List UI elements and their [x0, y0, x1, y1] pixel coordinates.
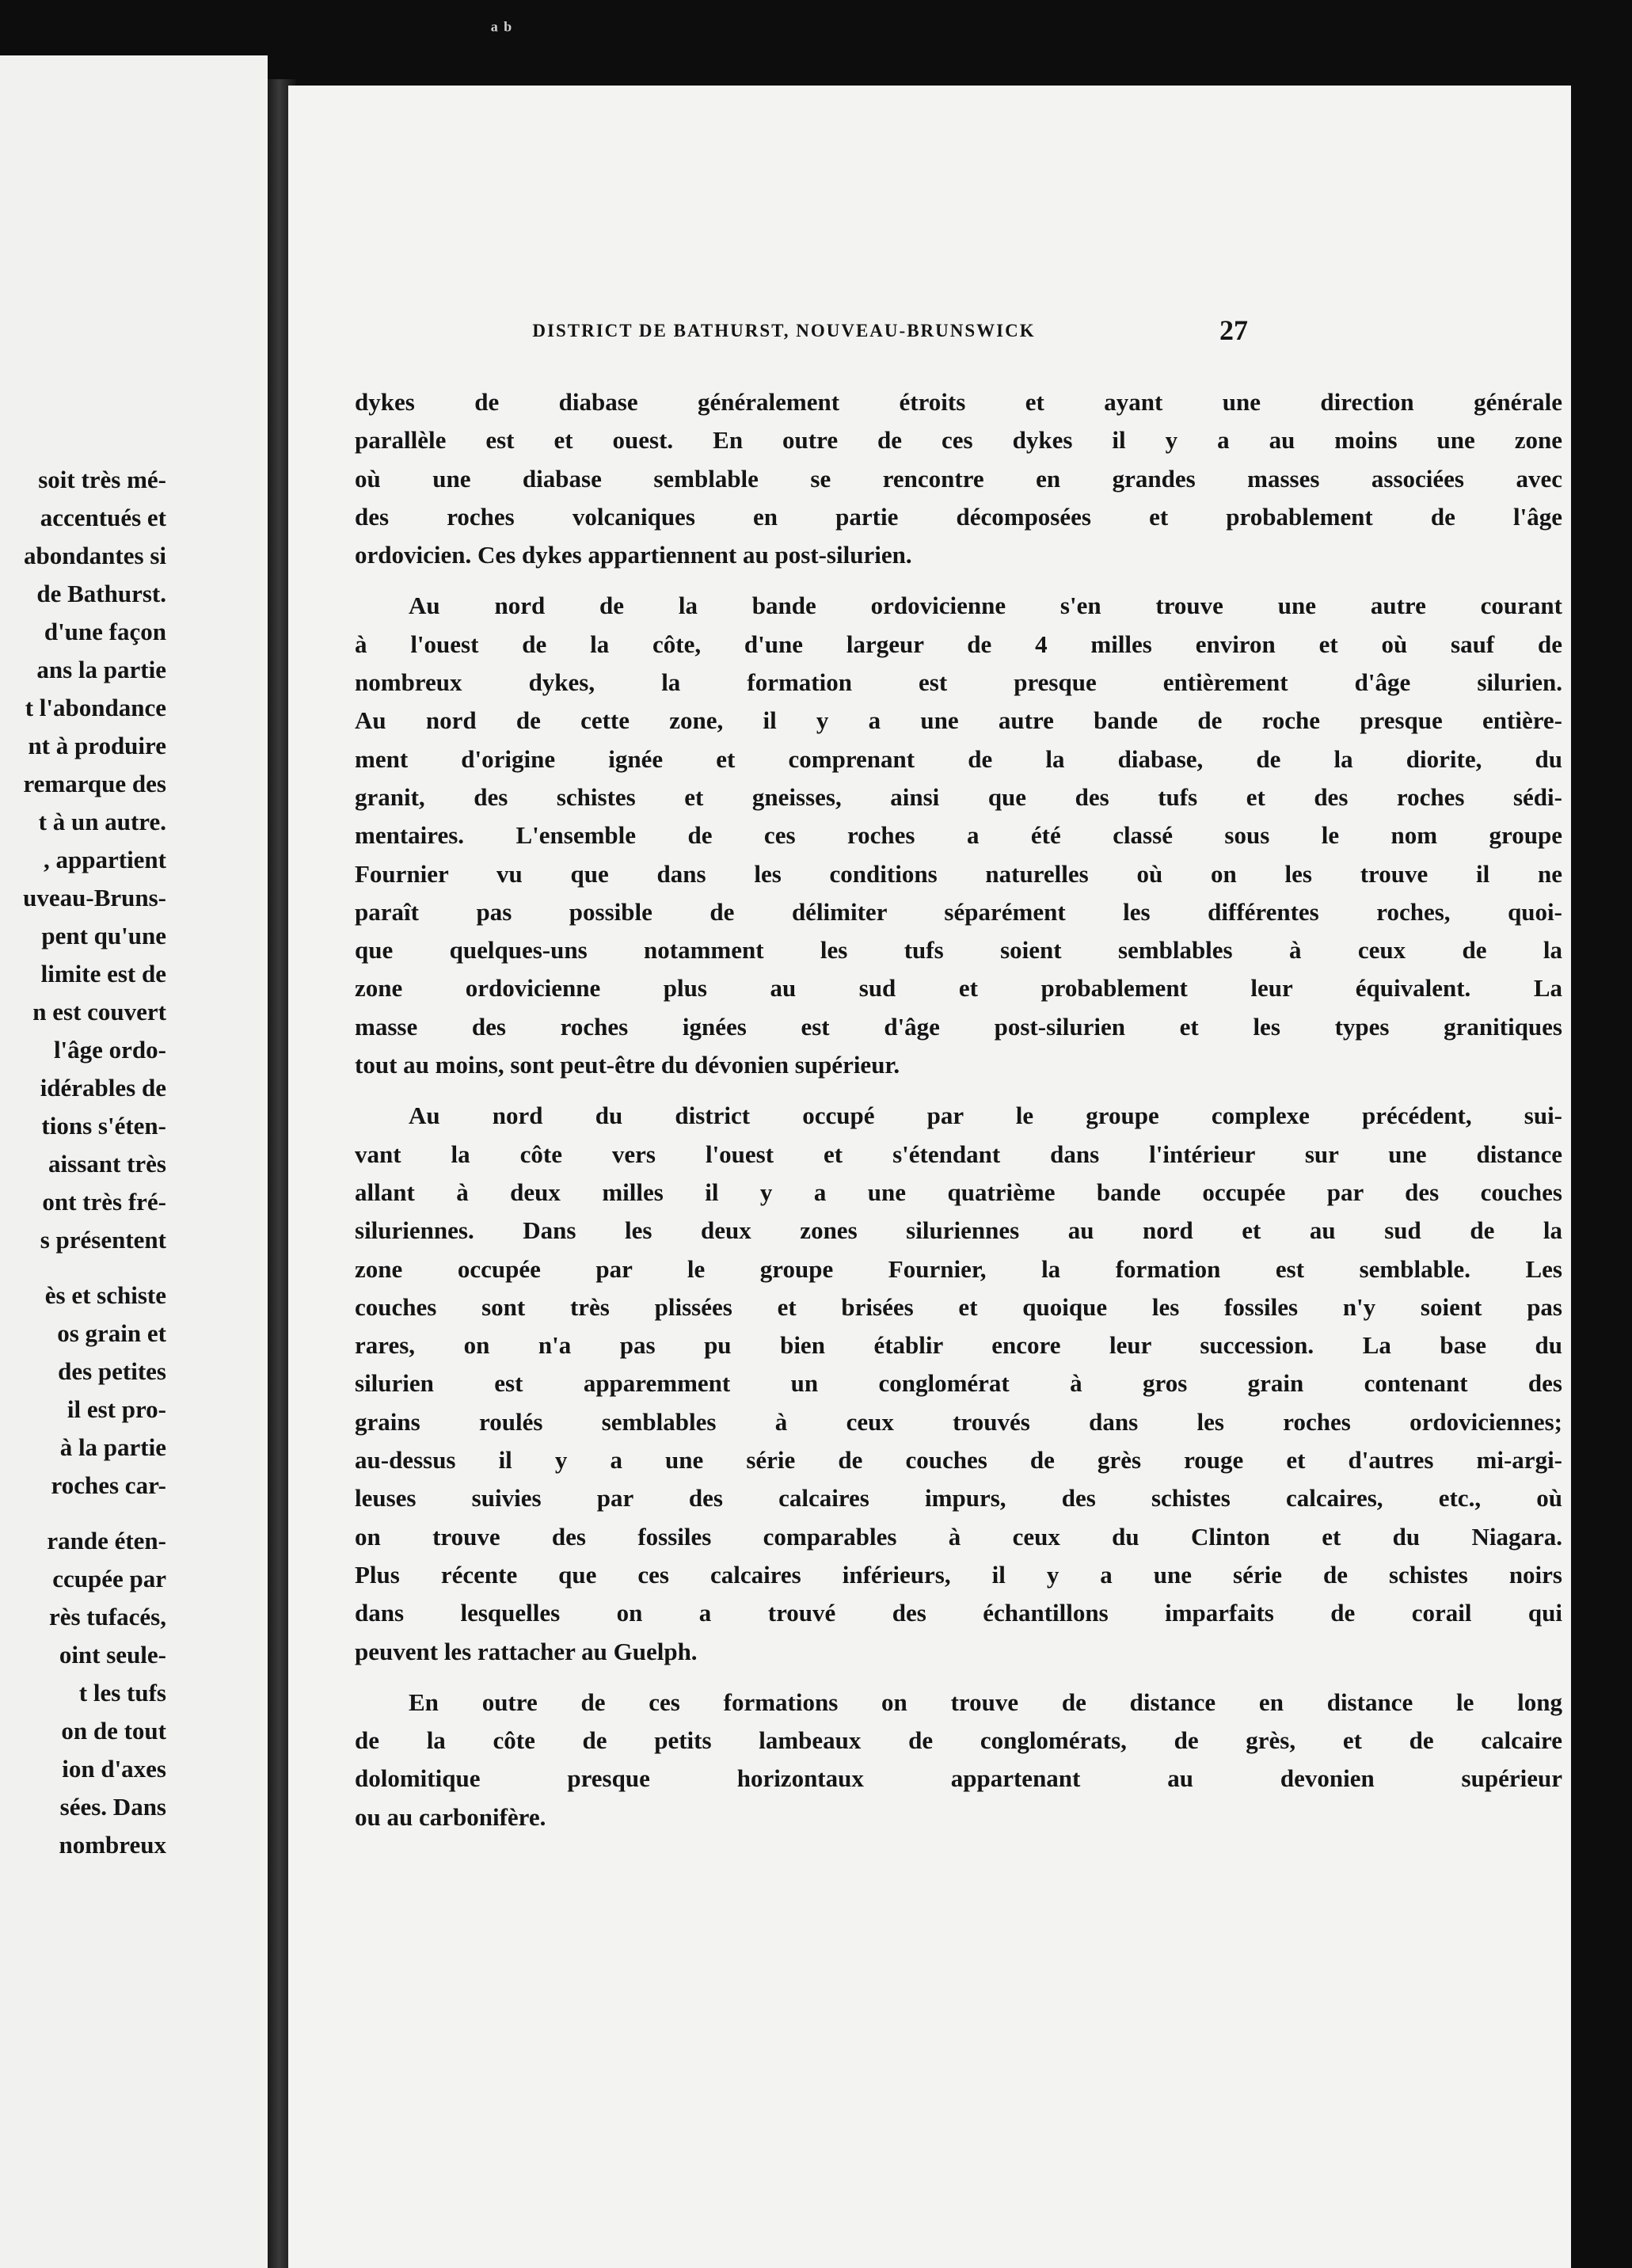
left-page-line: roches car-: [51, 1471, 166, 1499]
paragraph: [355, 587, 1562, 1084]
text-line: mentaires. L'ensemble de ces roches a été classé sous le nom groupe: [355, 821, 1562, 850]
text-line: ment d'origine ignée et comprenant de la diabase, de la diorite, du: [355, 744, 1562, 773]
text-line: où une diabase semblable se rencontre en grandes masses associées avec: [355, 464, 1562, 493]
text-line: Au nord du district occupé par le groupe complexe précédent, sui-: [409, 1102, 1562, 1130]
text-line: rares, on n'a pas pu bien établir encore leur succession. La base du: [355, 1331, 1562, 1360]
left-page-line: , appartient: [44, 846, 166, 873]
text-line: dolomitique presque horizontaux appartenant au devonien supérieur: [355, 1764, 1562, 1793]
left-page-line: ès et schiste: [44, 1281, 166, 1309]
text-line: zone occupée par le groupe Fournier, la formation est semblable. Les: [355, 1254, 1562, 1283]
running-head: DISTRICT DE BATHURST, NOUVEAU-BRUNSWICK: [532, 321, 1036, 341]
left-page-line: t l'abondance: [25, 694, 166, 721]
text-line: zone ordovicienne plus au sud et probablement leur équivalent. La: [355, 974, 1562, 1003]
left-page-line: sées. Dans: [59, 1793, 166, 1821]
paragraph: [355, 1097, 1562, 1670]
left-page-line: tions s'éten-: [41, 1112, 166, 1140]
left-page-line: os grain et: [57, 1319, 166, 1347]
left-page-line: pent qu'une: [41, 922, 166, 949]
left-page-line: n est couvert: [32, 998, 166, 1026]
left-page-line: on de tout: [61, 1717, 166, 1745]
left-page-line: oint seule-: [59, 1641, 166, 1669]
text-line: dykes de diabase généralement étroits et ayant une direction générale: [355, 388, 1562, 416]
text-line: ordovicien. Ces dykes appartiennent au post-silurien.: [355, 541, 912, 569]
left-page-line: de Bathurst.: [36, 580, 166, 607]
left-page-line: ont très fré-: [42, 1188, 166, 1216]
left-page-line: ion d'axes: [62, 1755, 166, 1783]
left-page-line: l'âge ordo-: [53, 1036, 166, 1064]
scan-artifact: ᵃ ᵇ: [491, 17, 512, 44]
left-page-line: rande éten-: [47, 1527, 166, 1554]
left-page-line: uveau-Bruns-: [23, 884, 166, 911]
text-line: de la côte de petits lambeaux de conglomérats, de grès, et de calcaire: [355, 1726, 1562, 1755]
left-page: [0, 55, 268, 2268]
text-line: peuvent les rattacher au Guelph.: [355, 1637, 698, 1665]
text-line: ou au carbonifère.: [355, 1802, 546, 1831]
body-text: [355, 383, 1562, 1836]
left-page-line: ans la partie: [36, 656, 166, 683]
left-page-line: t les tufs: [78, 1679, 166, 1707]
text-line: que quelques-uns notamment les tufs soient semblables à ceux de la: [355, 936, 1562, 965]
text-line: nombreux dykes, la formation est presque entièrement d'âge silurien.: [355, 668, 1562, 697]
text-line: leuses suivies par des calcaires impurs, des schistes calcaires, etc., où: [355, 1484, 1562, 1513]
left-page-line: d'une façon: [44, 618, 166, 645]
text-line: Au nord de la bande ordovicienne s'en trouve une autre courant: [409, 592, 1562, 620]
text-line: paraît pas possible de délimiter séparément les différentes roches, quoi-: [355, 897, 1562, 926]
text-line: masse des roches ignées est d'âge post-silurien et les types granitiques: [355, 1012, 1562, 1041]
text-line: granit, des schistes et gneisses, ainsi que des tufs et des roches sédi-: [355, 782, 1562, 811]
left-page-line: idérables de: [40, 1074, 166, 1102]
left-page-line: des petites: [58, 1357, 166, 1385]
left-page-line: rès tufacés,: [48, 1603, 166, 1631]
left-page-line: à la partie: [59, 1433, 166, 1461]
text-line: Plus récente que ces calcaires inférieurs, il y a une série de schistes noirs: [355, 1560, 1562, 1589]
text-line: des roches volcaniques en partie décomposées et probablement de l'âge: [355, 502, 1562, 531]
text-line: à l'ouest de la côte, d'une largeur de 4 milles environ et où sauf de: [355, 630, 1562, 658]
text-line: siluriennes. Dans les deux zones siluriennes au nord et au sud de la: [355, 1216, 1562, 1245]
text-line: Au nord de cette zone, il y a une autre bande de roche presque entière-: [355, 706, 1562, 735]
left-page-line: abondantes si: [23, 542, 166, 569]
text-line: couches sont très plissées et brisées et quoique les fossiles n'y soient pas: [355, 1292, 1562, 1321]
left-page-line: accentués et: [40, 504, 166, 531]
left-page-line: il est pro-: [67, 1395, 166, 1423]
text-line: En outre de ces formations on trouve de distance en distance le long: [409, 1688, 1562, 1716]
left-page-line: aissant très: [48, 1150, 166, 1178]
text-line: au-dessus il y a une série de couches de grès rouge et d'autres mi-argi-: [355, 1446, 1562, 1475]
left-page-line: remarque des: [23, 770, 166, 797]
page-number: 27: [1219, 314, 1248, 346]
left-page-line: t à un autre.: [38, 808, 166, 835]
paragraph: [355, 383, 1562, 574]
text-line: allant à deux milles il y a une quatrième bande occupée par des couches: [355, 1178, 1562, 1206]
left-page-line: s présentent: [40, 1226, 166, 1254]
paragraph: [355, 1684, 1562, 1836]
text-line: tout au moins, sont peut-être du dévonien supérieur.: [355, 1051, 900, 1079]
text-line: on trouve des fossiles comparables à ceux du Clinton et du Niagara.: [355, 1522, 1562, 1551]
text-line: grains roulés semblables à ceux trouvés dans les roches ordoviciennes;: [355, 1407, 1562, 1436]
left-page-line: nt à produire: [28, 732, 166, 759]
left-page-text: [0, 461, 166, 1864]
text-line: vant la côte vers l'ouest et s'étendant dans l'intérieur sur une distance: [355, 1140, 1562, 1168]
left-page-line: soit très mé-: [38, 466, 166, 493]
left-page-line: ccupée par: [52, 1565, 166, 1593]
left-page-line: limite est de: [40, 960, 166, 987]
text-line: dans lesquelles on a trouvé des échantillons imparfaits de corail qui: [355, 1599, 1562, 1627]
text-line: parallèle est et ouest. En outre de ces dykes il y a au moins une zone: [355, 426, 1562, 455]
left-page-line: nombreux: [59, 1831, 166, 1859]
text-line: Fournier vu que dans les conditions naturelles où on les trouve il ne: [355, 859, 1562, 888]
text-line: silurien est apparemment un conglomérat à gros grain contenant des: [355, 1369, 1562, 1398]
